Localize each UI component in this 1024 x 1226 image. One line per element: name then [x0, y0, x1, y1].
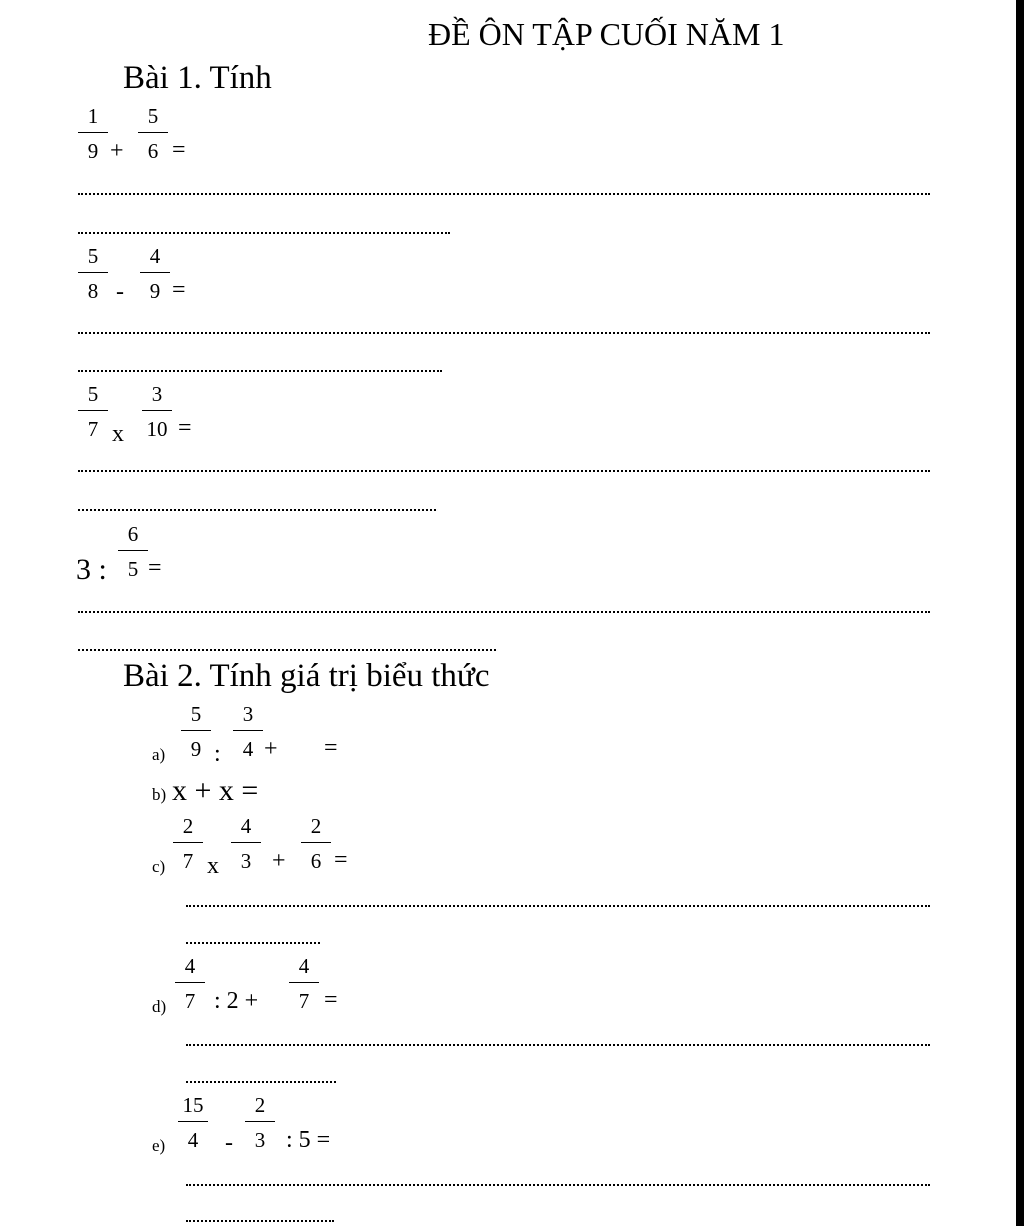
- numerator: 5: [78, 384, 108, 411]
- denominator: 7: [182, 849, 194, 873]
- numerator: 5: [78, 246, 108, 273]
- numerator: 3: [233, 704, 263, 731]
- denominator: 3: [240, 849, 252, 873]
- denominator: 5: [127, 557, 139, 581]
- tail-term: : 5 =: [286, 1127, 331, 1153]
- lead-term: 3 :: [76, 553, 107, 586]
- expression: x + x =: [172, 774, 259, 807]
- answer-line[interactable]: [186, 1081, 336, 1083]
- equals-sign: =: [172, 137, 186, 163]
- fraction: [78, 246, 108, 302]
- denominator: 4: [187, 1128, 199, 1152]
- answer-line[interactable]: [186, 942, 320, 944]
- numerator: 6: [118, 524, 148, 551]
- fraction: [140, 246, 170, 302]
- middle-term: : 2 +: [214, 988, 259, 1014]
- bai2-item-c: [0, 816, 700, 896]
- numerator: 2: [245, 1095, 275, 1122]
- answer-line[interactable]: [78, 611, 930, 613]
- fraction: [78, 106, 108, 162]
- answer-line[interactable]: [186, 1220, 334, 1222]
- operator: +: [110, 138, 124, 164]
- answer-line[interactable]: [78, 193, 930, 195]
- bai1-problem-4: [0, 524, 700, 604]
- denominator: 4: [242, 737, 254, 761]
- fraction: [173, 816, 203, 872]
- numerator: 4: [175, 956, 205, 983]
- denominator: 7: [184, 989, 196, 1013]
- worksheet-title: ĐỀ ÔN TẬP CUỐI NĂM 1: [428, 16, 785, 52]
- item-label: c): [152, 857, 166, 876]
- operator: -: [225, 1130, 233, 1156]
- fraction: [175, 956, 205, 1012]
- equals-sign: =: [334, 847, 348, 873]
- equals-sign: =: [324, 735, 338, 761]
- item-label: e): [152, 1136, 166, 1155]
- fraction: [231, 816, 261, 872]
- fraction: [245, 1095, 275, 1151]
- operator: :: [214, 741, 221, 767]
- numerator: 2: [301, 816, 331, 843]
- denominator: 6: [310, 849, 322, 873]
- denominator: 7: [87, 417, 99, 441]
- bai1-problem-2: [0, 246, 700, 326]
- denominator: 3: [254, 1128, 266, 1152]
- operator: +: [272, 848, 286, 874]
- fraction: [78, 384, 108, 440]
- bai1-problem-3: [0, 384, 700, 464]
- denominator: 10: [146, 417, 168, 441]
- bai1-problem-1: [0, 106, 700, 186]
- bai2-item-b: [0, 772, 700, 812]
- denominator: 6: [147, 139, 159, 163]
- bai2-item-e: [0, 1095, 700, 1175]
- equals-sign: =: [178, 415, 192, 441]
- numerator: 1: [78, 106, 108, 133]
- numerator: 4: [231, 816, 261, 843]
- operator: +: [264, 736, 278, 762]
- equals-sign: =: [172, 277, 186, 303]
- numerator: 4: [289, 956, 319, 983]
- fraction: [181, 704, 211, 760]
- fraction: [289, 956, 319, 1012]
- answer-line[interactable]: [186, 905, 930, 907]
- item-label: d): [152, 997, 167, 1016]
- fraction: [138, 106, 168, 162]
- item-label: a): [152, 745, 166, 764]
- numerator: 2: [173, 816, 203, 843]
- denominator: 9: [190, 737, 202, 761]
- numerator: 5: [138, 106, 168, 133]
- item-label: b): [152, 785, 167, 804]
- fraction: [178, 1095, 208, 1151]
- operator: x: [112, 421, 124, 447]
- answer-line[interactable]: [186, 1044, 930, 1046]
- operator: -: [116, 279, 124, 305]
- fraction: [301, 816, 331, 872]
- fraction: [118, 524, 148, 580]
- denominator: 9: [87, 139, 99, 163]
- numerator: 15: [178, 1095, 208, 1122]
- answer-line[interactable]: [78, 470, 930, 472]
- answer-line[interactable]: [78, 232, 450, 234]
- bai2-item-d: [0, 956, 700, 1036]
- page-right-edge: [1016, 0, 1024, 1226]
- denominator: 7: [298, 989, 310, 1013]
- fraction: [233, 704, 263, 760]
- answer-line[interactable]: [78, 509, 436, 511]
- numerator: 4: [140, 246, 170, 273]
- answer-line[interactable]: [186, 1184, 930, 1186]
- denominator: 9: [149, 279, 161, 303]
- answer-line[interactable]: [78, 649, 496, 651]
- bai1-heading: Bài 1. Tính: [123, 60, 272, 96]
- operator: x: [207, 853, 219, 879]
- answer-line[interactable]: [78, 370, 442, 372]
- numerator: 5: [181, 704, 211, 731]
- fraction: [142, 384, 172, 440]
- equals-sign: =: [324, 987, 338, 1013]
- bai2-heading: Bài 2. Tính giá trị biểu thức: [123, 658, 490, 694]
- denominator: 8: [87, 279, 99, 303]
- numerator: 3: [142, 384, 172, 411]
- answer-line[interactable]: [78, 332, 930, 334]
- equals-sign: =: [148, 555, 162, 581]
